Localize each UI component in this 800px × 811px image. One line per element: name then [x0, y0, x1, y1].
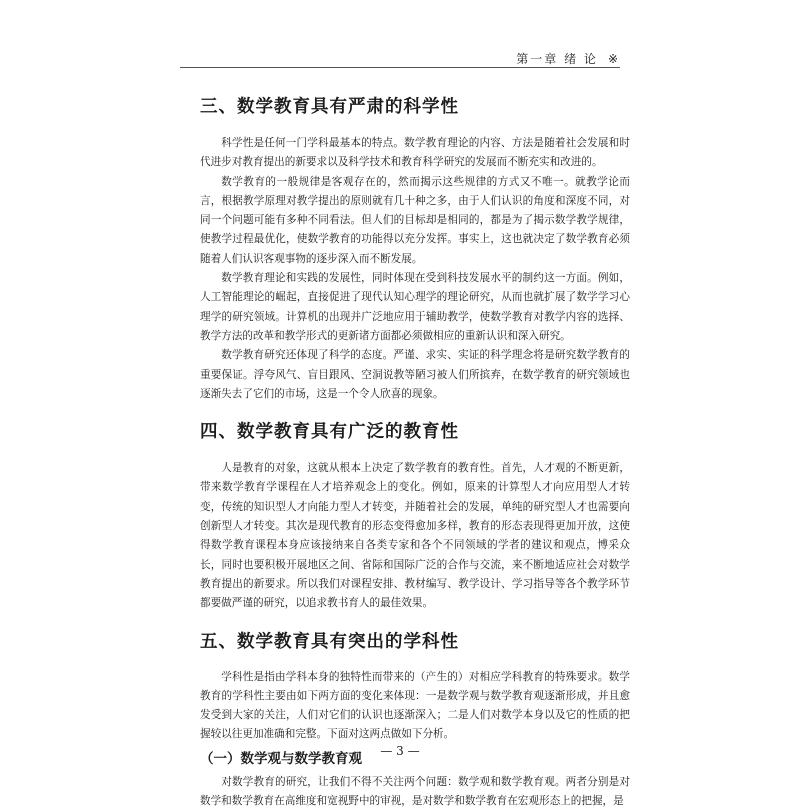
paragraph: 学科性是指由学科本身的独特性而带来的（产生的）对相应学科教育的特殊要求。数学教育的学科性主要由如下两方面的变化来体现：一是数学观与数学教育观逐渐形成，并且愈发受到大家的关注，人们对它们的认识也逐渐深入；二是人们对数学本身以及它的性质的把握较以往更加准确和完整。下面对这两点做如下分析。	[200, 670, 630, 741]
section-title-3: 三、数学教育具有严肃的科学性	[200, 97, 459, 117]
paragraph: 数学教育的一般规律是客观存在的，然而揭示这些规律的方式又不唯一。就教学论而言，根据教学原理对教学提出的原则就有几十种之多，由于人们认识的角度和深度不同，对同一个问题可能有多种不同看法。但人们的目标却是相同的，都是为了揭示数学教学规律，使教学过程最优化，使数学教育的功能得以充分发挥。事实上，这也就决定了数学教育必须随着人们认识客观事物的逐步深入而不断发展。	[200, 175, 630, 265]
running-header	[516, 50, 620, 67]
section-title-5: 五、数学教育具有突出的学科性	[200, 631, 459, 652]
subsection-title: （一）数学观与数学教育观	[200, 750, 362, 767]
header-mark: ※	[607, 52, 620, 66]
chapter-title: 第一章 绪 论	[516, 52, 598, 66]
paragraph: 人是教育的对象，这就从根本上决定了数学教育的教育性。首先，人才观的不断更新，带来数学教育学课程在人才培养观念上的变化。例如，原来的计算型人才向应用型人才转变，传统的知识型人才向能力型人才转变，并随着社会的发展，单纯的研究型人才也需要向创新型人才转变。其次是现代教育的形态变得愈加多样，教育的形态表现得更加开放，这使得数学教育课程本身应该接纳来自各类专家和各个不同领域的学者的建议和观点，博采众长，同时也要积极开展地区之间、省际和国际广泛的合作与交流，来不断地适应社会对数学教育提出的新要求。所以我们对课程安排、教材编写、教学设计、学习指导等各个教学环节都要做严谨的研究，以追求教书育人的最佳效果。	[200, 462, 630, 610]
page-content	[200, 95, 630, 811]
paragraph: 数学教育研究还体现了科学的态度。严谨、求实、实证的科学理念将是研究数学教育的重要保证。浮夸风气、盲目跟风、空洞说教等陋习被人们所摈弃，在数学教育的研究领域也逐渐失去了它们的市场，这是一个令人欣喜的现象。	[200, 349, 630, 400]
paragraph: 数学教育理论和实践的发展性，同时体现在受到科技发展水平的制约这一方面。例如，人工智能理论的崛起，直接促进了现代认知心理学的理论研究，从而也就扩展了数学学习心理学的研究领域。计算机的出现并广泛地应用于辅助教学，使数学教育对教学内容的选择、教学方法的改革和教学形式的更新诸方面都必须做相应的重新认识和深入研究。	[200, 272, 630, 342]
page-number: — 3 —	[380, 744, 420, 758]
paragraph: 对数学教育的研究，让我们不得不关注两个问题：数学观和数学教育观。两者分别是对数学和数学教育在高维度和宽视野中的审视，是对数学和数学教育在宏观形态上的把握，是	[200, 775, 630, 808]
paragraph: 科学性是任何一门学科最基本的特点。数学教育理论的内容、方法是随着社会发展和时代进步对教育提出的新要求以及科学技术和教育科学研究的发展而不断充实和改进的。	[200, 137, 630, 169]
section-title-4: 四、数学教育具有广泛的教育性	[200, 422, 459, 443]
header-rule	[180, 67, 620, 68]
